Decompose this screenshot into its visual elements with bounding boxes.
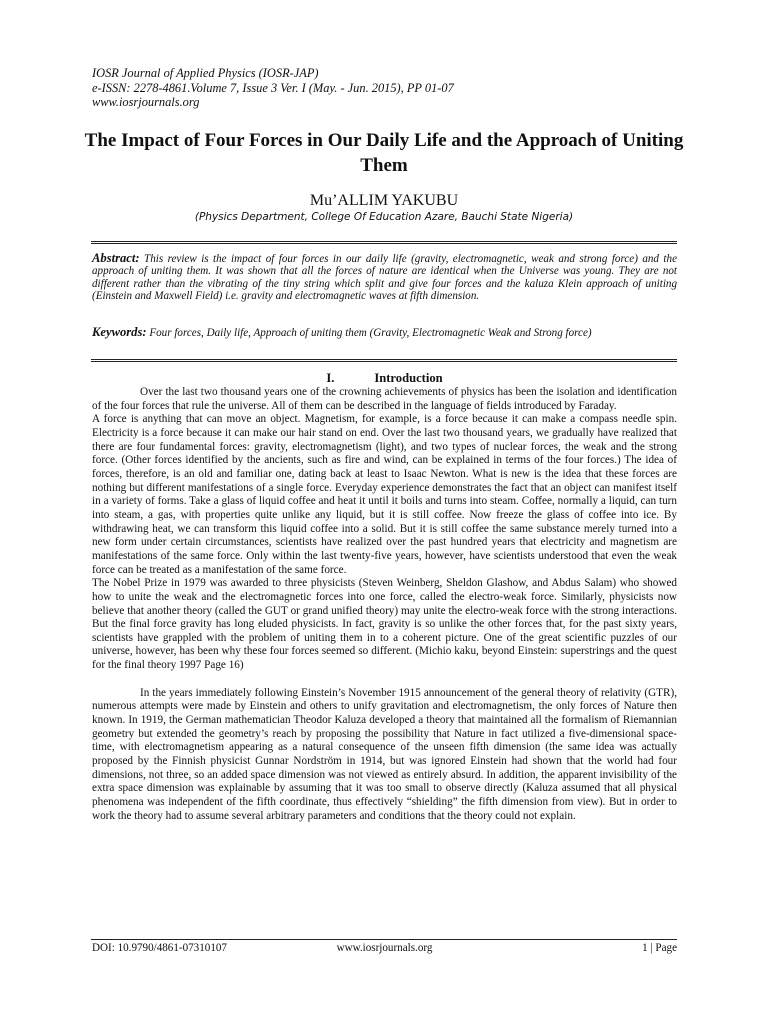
footer-website: www.iosrjournals.org — [336, 942, 433, 954]
abstract-text: This review is the impact of four forces in our daily life (gravity, electromagnetic, weak and strong force) and the approach of uniting them. It was shown that all the forces of nature are identical when the Universe was young. They are not different rather than the vibrating of the tiny string which split and give four forces and the kaluza Klein approach of uniting (Einstein and Maxwell Field) i.e. gravity and electromagnetic waves at fifth dimension. — [92, 253, 677, 303]
abstract-top-rule-inner — [91, 243, 677, 244]
paragraph: Over the last two thousand years one of the crowning achievements of physics has been the isolation and identification of the four forces that rule the universe. All of them can be described in the language of fields introduced by Faraday. — [92, 386, 677, 412]
paragraph: In the years immediately following Einstein’s November 1915 announcement of the general theory of relativity (GTR), numerous attempts were made by Einstein and others to unify gravitation and electromagnetism, the only forces of Nature then known. In 1919, the German mathematician Theodor Kaluza developed a theory that maintained all the formalism of Riemannian geometry but extended the geometry’s reach by proposing the possibility that Nature in fact utilized a five-dimensional space-time, with electromagnetism appearing as a natural consequence of the unseen fifth dimension (the same idea was actually proposed by the Finnish physicist Gunnar Nordström in 1914, but was ignored Einstein had shown that the world had four dimensions, not three, so an added space dimension was not viewed as entirely absurd. In addition, the apparent invisibility of the extra space dimension was explainable by assuming that it was too small to observe directly (Kaluza assumed that all physical phenomena was independent of the fifth coordinate, thus effectively “shielding” the fifth dimension from view). But in order to work the theory had to assume several arbitrary parameters and conditions that the theory could not explain. — [92, 686, 677, 822]
paragraph: The Nobel Prize in 1979 was awarded to three physicists (Steven Weinberg, Sheldon Glashow, and Abdus Salam) who showed how to unite the weak and the electromagnetic forces into one force, called the electro-weak force. Similarly, physicists now believe that another theory (called the GUT or grand unified theory) may unite the electro-weak force with the strong interactions. But the final force gravity has long eluded physicists. In fact, gravity is so unlike the other forces that, for the past sixty years, scientists have grappled with the problem of uniting them in to a coherent picture. One of the great scientific puzzles of our universe, however, has been why these four forces seemed so different. (Michio kaku, beyond Einstein: superstrings and the quest for the final theory 1997 Page 16) — [92, 577, 677, 672]
section-heading — [92, 371, 677, 385]
paragraph: A force is anything that can move an object. Magnetism, for example, is a force because it can make a compass needle spin. Electricity is a force because it can make our hair stand on end. Over the last two thousand years, we gradually have realized that there are four fundamental forces: gravity, electromagnetism (light), and two types of nuclear forces, the weak and the strong force. (Other forces identified by the ancients, such as fire and wind, can be explained in terms of the four forces.) The idea of forces, therefore, is an old and familiar one, dating back at least to Isaac Newton. What is new is the idea that these forces are nothing but different manifestations of a single force. Everyday experience demonstrates the fact that an object can manifest itself in a variety of forms. Take a glass of liquid coffee and heat it until it boils and turns into steam. Coffee, normally a liquid, can turn into steam, a gas, with properties quite unlike any liquid, but it is still coffee. Now freeze the glass of coffee into ice. By withdrawing heat, we can transform this liquid coffee into a solid. But it is still coffee the same substance merely turned into a new form under certain circumstances, scientists have realized over the past hundred years that electricity and magnetism are manifestations of the same force. Only within the last twenty-five years, however, have scientists understood that even the weak force can be treated as a manifestation of the same force. — [92, 413, 677, 576]
section-title: Introduction — [374, 371, 443, 385]
section-number: I. — [326, 371, 335, 385]
author-name: Mu’ALLIM YAKUBU — [309, 192, 459, 209]
keywords-label: Keywords: — [92, 325, 147, 339]
abstract-bottom-rule-inner — [91, 359, 677, 360]
abstract-top-rule — [91, 241, 677, 242]
keywords-block — [92, 326, 677, 339]
footer-doi: DOI: 10.9790/4861-07310107 — [92, 942, 227, 954]
abstract-bottom-rule — [91, 361, 677, 362]
journal-website: www.iosrjournals.org — [92, 95, 200, 109]
paper-title: The Impact of Four Forces in Our Daily Life and the Approach of Uniting Them — [84, 130, 684, 176]
abstract-label: Abstract: — [92, 251, 140, 265]
body-text — [92, 386, 677, 823]
footer-rule — [91, 939, 677, 940]
journal-issn: e-ISSN: 2278-4861.Volume 7, Issue 3 Ver. I (May. - Jun. 2015), PP 01-07 — [92, 80, 454, 95]
journal-header — [92, 66, 692, 110]
abstract-block — [92, 252, 677, 303]
keywords-text: Four forces, Daily life, Approach of uniting them (Gravity, Electromagnetic Weak and Strong force) — [149, 327, 592, 339]
author-affiliation: (Physics Department, College Of Education Azare, Bauchi State Nigeria) — [194, 211, 574, 223]
journal-name: IOSR Journal of Applied Physics (IOSR-JAP) — [92, 66, 319, 80]
page-number: 1 | Page — [642, 942, 677, 954]
